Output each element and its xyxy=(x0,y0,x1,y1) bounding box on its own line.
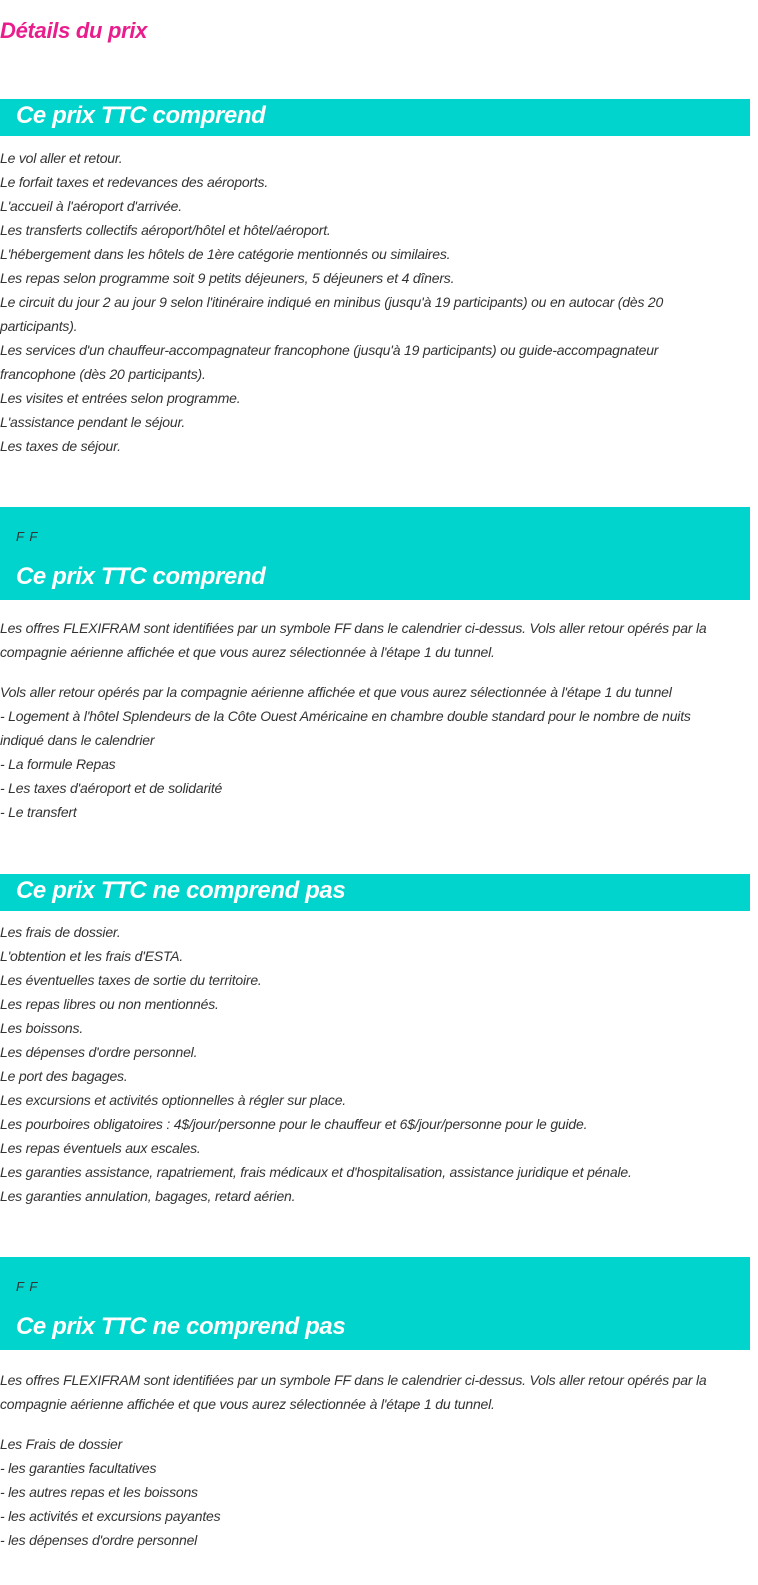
list-item: participants). xyxy=(0,318,78,334)
not-included-list xyxy=(0,920,740,1208)
ff-not-included-intro xyxy=(0,1368,740,1416)
list-item: Les taxes de séjour. xyxy=(0,438,121,454)
section-title: Ce prix TTC comprend xyxy=(16,563,266,590)
list-item: Les repas selon programme soit 9 petits déjeuners, 5 déjeuners et 4 dîners. xyxy=(0,270,455,286)
ff-tag: F F xyxy=(16,1279,39,1294)
list-item: - les dépenses d'ordre personnel xyxy=(0,1532,198,1548)
section-header-ff-not-included xyxy=(0,1257,750,1350)
list-item: Les pourboires obligatoires : 4$/jour/personne pour le chauffeur et 6$/jour/personne pour le guide. xyxy=(0,1116,588,1132)
list-item: L'assistance pendant le séjour. xyxy=(0,414,186,430)
list-item: Les éventuelles taxes de sortie du territoire. xyxy=(0,972,262,988)
list-item: - Le transfert xyxy=(0,804,77,820)
list-item: Le circuit du jour 2 au jour 9 selon l'itinéraire indiqué en minibus (jusqu'à 19 participants) ou en autocar (dès 20 xyxy=(0,294,664,310)
section-header-ff-included xyxy=(0,507,750,600)
list-item: - La formule Repas xyxy=(0,756,116,772)
section-title: Ce prix TTC ne comprend pas xyxy=(16,877,346,904)
section-header-not-included xyxy=(0,874,750,911)
list-item: Les repas éventuels aux escales. xyxy=(0,1140,201,1156)
list-item: Les frais de dossier. xyxy=(0,924,121,940)
list-item: Les Frais de dossier xyxy=(0,1436,123,1452)
ff-tag: F F xyxy=(16,529,39,544)
list-item: Les boissons. xyxy=(0,1020,84,1036)
intro-line: Les offres FLEXIFRAM sont identifiées par un symbole FF dans le calendrier ci-dessus. Vols aller retour opérés par la xyxy=(0,1372,707,1388)
list-item: Les excursions et activités optionnelles à régler sur place. xyxy=(0,1092,346,1108)
intro-line: Les offres FLEXIFRAM sont identifiées par un symbole FF dans le calendrier ci-dessus. Vols aller retour opérés par la xyxy=(0,620,707,636)
section-header-included xyxy=(0,99,750,136)
included-list xyxy=(0,146,740,458)
section-title: Ce prix TTC comprend xyxy=(16,102,266,129)
list-item: Vols aller retour opérés par la compagnie aérienne affichée et que vous aurez sélectionnée à l'étape 1 du tunnel xyxy=(0,684,672,700)
list-item: L'accueil à l'aéroport d'arrivée. xyxy=(0,198,182,214)
list-item: Les garanties assistance, rapatriement, frais médicaux et d'hospitalisation, assistance juridique et pénale. xyxy=(0,1164,632,1180)
list-item: - les autres repas et les boissons xyxy=(0,1484,198,1500)
ff-included-intro xyxy=(0,616,740,664)
list-item: Le vol aller et retour. xyxy=(0,150,123,166)
list-item: - Logement à l'hôtel Splendeurs de la Côte Ouest Américaine en chambre double standard pour le nombre de nuits xyxy=(0,708,691,724)
section-title: Ce prix TTC ne comprend pas xyxy=(16,1313,346,1340)
list-item: Les services d'un chauffeur-accompagnateur francophone (jusqu'à 19 participants) ou guide-accompagnateur xyxy=(0,342,659,358)
list-item: Le forfait taxes et redevances des aéroports. xyxy=(0,174,269,190)
ff-included-list xyxy=(0,680,740,824)
intro-line: compagnie aérienne affichée et que vous aurez sélectionnée à l'étape 1 du tunnel. xyxy=(0,1396,495,1412)
list-item: Les transferts collectifs aéroport/hôtel et hôtel/aéroport. xyxy=(0,222,331,238)
list-item: Le port des bagages. xyxy=(0,1068,128,1084)
list-item: - Les taxes d'aéroport et de solidarité xyxy=(0,780,223,796)
list-item: Les repas libres ou non mentionnés. xyxy=(0,996,219,1012)
page-title: Détails du prix xyxy=(0,18,148,43)
list-item: Les visites et entrées selon programme. xyxy=(0,390,241,406)
list-item: francophone (dès 20 participants). xyxy=(0,366,206,382)
list-item: Les garanties annulation, bagages, retard aérien. xyxy=(0,1188,296,1204)
intro-line: compagnie aérienne affichée et que vous aurez sélectionnée à l'étape 1 du tunnel. xyxy=(0,644,495,660)
list-item: indiqué dans le calendrier xyxy=(0,732,155,748)
list-item: L'obtention et les frais d'ESTA. xyxy=(0,948,184,964)
ff-not-included-list xyxy=(0,1432,740,1552)
list-item: - les activités et excursions payantes xyxy=(0,1508,221,1524)
list-item: L'hébergement dans les hôtels de 1ère catégorie mentionnés ou similaires. xyxy=(0,246,451,262)
list-item: Les dépenses d'ordre personnel. xyxy=(0,1044,198,1060)
list-item: - les garanties facultatives xyxy=(0,1460,157,1476)
